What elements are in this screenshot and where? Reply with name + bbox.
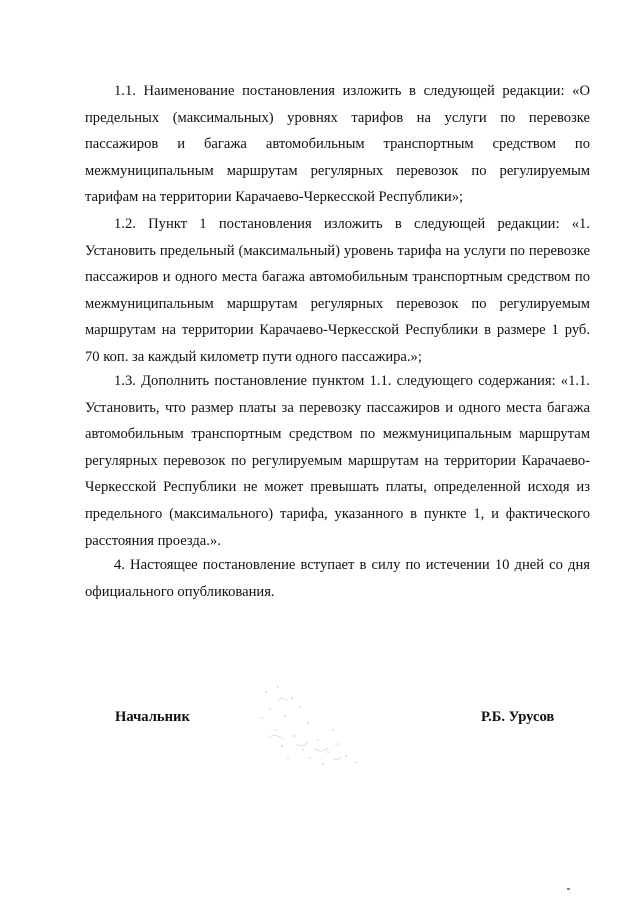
signatory-name: Р.Б. Урусов (481, 709, 555, 725)
paragraph-1-3: 1.3. Дополнить постановление пунктом 1.1. следующего содержания: «1.1. Установить, что размер платы за перевозку пассажиров и одного места багажа автомобильным транспортным средством по межмуниципальным маршрутам регулярных перевозок по регулируемым маршрутам на территории Карачаево-Черкесской Республики не может превышать платы, определенной исходя из предельного (максимального) тарифа, указанного в пункте 1, и фактического расстояния проезда.». (85, 373, 590, 549)
faint-stamp-mark (248, 678, 368, 773)
paragraph-1-1: 1.1. Наименование постановления изложить в следующей редакции: «О предельных (максимальных) уровнях тарифов на услуги по перевозке пассажиров и багажа автомобильным транспортным средством по межмуниципальным маршрутам регулярных перевозок по регулируемым тарифам на территории Карачаево-Черкесской Республики»; (85, 83, 590, 206)
scan-speck (567, 888, 570, 890)
paragraph-1-2: 1.2. Пункт 1 постановления изложить в следующей редакции: «1. Установить предельный (максимальный) уровень тарифа на услуги по перевозке пассажиров и одного места багажа автомобильным транспортным средством по межмуниципальным маршрутам регулярных перевозок по регулируемым маршрутам на территории Карачаево-Черкесской Республики в размере 1 руб. 70 коп. за каждый километр пути одного пассажира.»; (85, 216, 590, 365)
signatory-position: Начальник (115, 709, 190, 725)
paragraph-4: 4. Настоящее постановление вступает в силу по истечении 10 дней со дня официального опубликования. (85, 557, 590, 600)
